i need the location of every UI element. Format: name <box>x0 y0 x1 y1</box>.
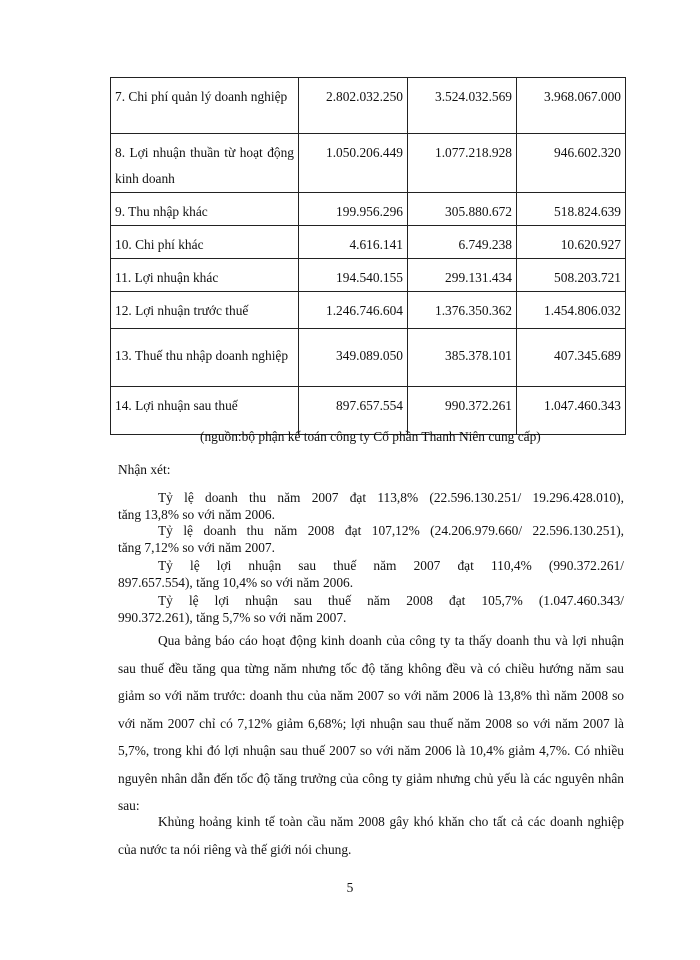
row-label: 9. Thu nhập khác <box>111 193 299 226</box>
value-2006: 897.657.554 <box>299 387 408 435</box>
income-statement-table <box>110 77 626 435</box>
comment-heading: Nhận xét: <box>118 462 171 477</box>
value-2007: 990.372.261 <box>408 387 517 435</box>
ratio-line: 897.657.554), tăng 10,4% so với năm 2006. <box>118 575 354 590</box>
page-number: 5 <box>346 880 354 895</box>
row-label: 14. Lợi nhuận sau thuế <box>111 387 299 435</box>
value-2008: 407.345.689 <box>517 329 626 387</box>
ratio-item <box>118 489 624 523</box>
ratio-line: Tỷ lệ lợi nhuận sau thuế năm 2008 đạt 105,7% (1.047.460.343/ <box>158 593 624 608</box>
value-2006: 4.616.141 <box>299 226 408 259</box>
analysis-paragraph: Qua bảng báo cáo hoạt động kinh doanh của công ty ta thấy doanh thu và lợi nhuận sau thuế đều tăng qua từng năm nhưng tốc độ tăng không đều và có chiều hướng năm sau giảm so với năm trước: doanh thu của năm 2007 so với năm 2006 là 13,8% thì năm 2008 so với năm 2007 chỉ có 7,12% giảm 6,68%; lợi nhuận sau thuế năm 2008 so với năm 2007 là 5,7%, trong khi đó lợi nhuận sau thuế 2007 so với năm 2006 là 10,4% giảm 4,7%. Có nhiều nguyên nhân dẫn đến tốc độ tăng trưởng của công ty giảm nhưng chủ yếu là các nguyên nhân sau: <box>118 633 624 813</box>
table-row <box>111 134 626 193</box>
value-2006: 194.540.155 <box>299 259 408 292</box>
table-row <box>111 329 626 387</box>
value-2006: 2.802.032.250 <box>299 78 408 134</box>
value-2008: 1.047.460.343 <box>517 387 626 435</box>
ratio-item <box>118 592 624 626</box>
table-row <box>111 78 626 134</box>
value-2007: 6.749.238 <box>408 226 517 259</box>
ratio-line: 990.372.261), tăng 5,7% so với năm 2007. <box>118 610 347 625</box>
value-2008: 518.824.639 <box>517 193 626 226</box>
value-2008: 10.620.927 <box>517 226 626 259</box>
ratio-line: Tỷ lệ lợi nhuận sau thuế năm 2007 đạt 110,4% (990.372.261/ <box>158 558 624 573</box>
table-row <box>111 259 626 292</box>
value-2007: 385.378.101 <box>408 329 517 387</box>
value-2007: 1.077.218.928 <box>408 134 517 193</box>
row-label: 13. Thuế thu nhập doanh nghiệp <box>111 329 299 387</box>
value-2008: 946.602.320 <box>517 134 626 193</box>
ratio-line: Tỷ lệ doanh thu năm 2008 đạt 107,12% (24.206.979.660/ 22.596.130.251), <box>158 523 624 538</box>
ratio-item <box>118 522 624 556</box>
crisis-paragraph: Khủng hoảng kinh tế toàn cầu năm 2008 gây khó khăn cho tất cả các doanh nghiệp của nước ta nói riêng và thế giới nói chung. <box>118 814 624 857</box>
table-row <box>111 387 626 435</box>
table-row <box>111 193 626 226</box>
row-label: 7. Chi phí quản lý doanh nghiệp <box>111 78 299 134</box>
ratio-line: tăng 7,12% so với năm 2007. <box>118 540 275 555</box>
table-row <box>111 226 626 259</box>
row-label: 12. Lợi nhuận trước thuế <box>111 292 299 329</box>
value-2006: 1.050.206.449 <box>299 134 408 193</box>
value-2008: 1.454.806.032 <box>517 292 626 329</box>
value-2007: 3.524.032.569 <box>408 78 517 134</box>
row-label: 8. Lợi nhuận thuần từ hoạt động kinh doanh <box>111 134 299 193</box>
row-label: 11. Lợi nhuận khác <box>111 259 299 292</box>
value-2007: 1.376.350.362 <box>408 292 517 329</box>
ratio-item <box>118 557 624 591</box>
ratio-line: tăng 13,8% so với năm 2006. <box>118 507 275 522</box>
value-2008: 3.968.067.000 <box>517 78 626 134</box>
value-2006: 349.089.050 <box>299 329 408 387</box>
value-2008: 508.203.721 <box>517 259 626 292</box>
table-source-note: (nguồn:bộ phận kế toán công ty Cổ phần Thanh Niên cung cấp) <box>200 429 541 444</box>
value-2006: 1.246.746.604 <box>299 292 408 329</box>
ratio-line: Tỷ lệ doanh thu năm 2007 đạt 113,8% (22.596.130.251/ 19.296.428.010), <box>158 490 624 505</box>
table-row <box>111 292 626 329</box>
value-2007: 299.131.434 <box>408 259 517 292</box>
value-2006: 199.956.296 <box>299 193 408 226</box>
row-label: 10. Chi phí khác <box>111 226 299 259</box>
value-2007: 305.880.672 <box>408 193 517 226</box>
